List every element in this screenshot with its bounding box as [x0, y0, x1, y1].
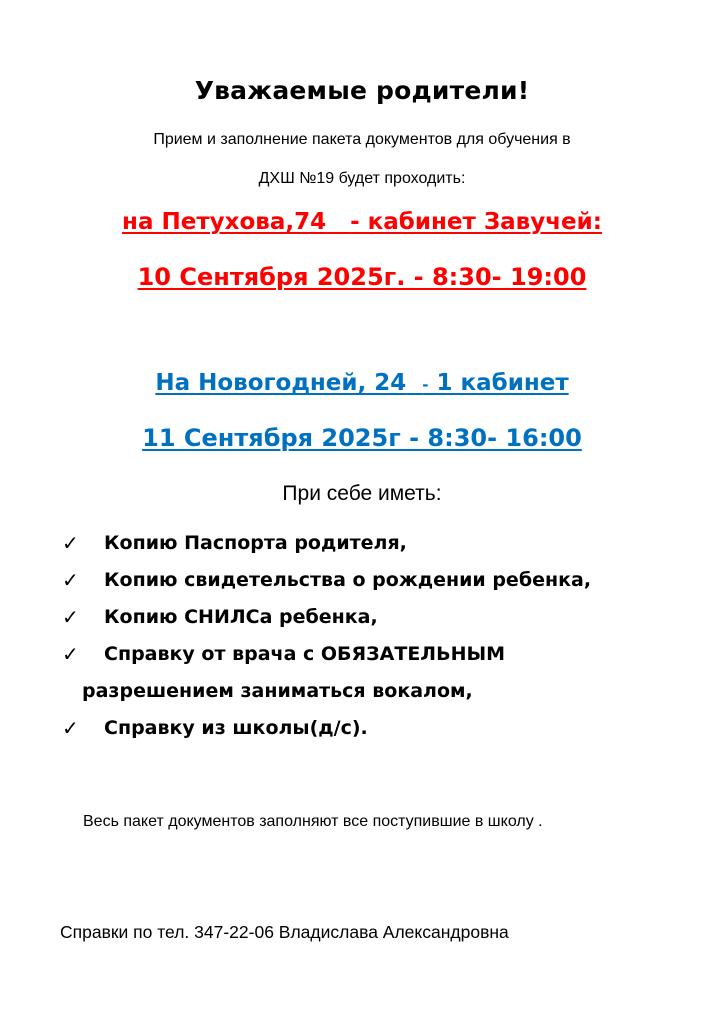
intro-line-2: ДХШ №19 будет проходить:: [258, 170, 466, 187]
location-1-address-line: [0, 209, 724, 235]
documents-note: Весь пакет документов заполняют все поступившие в школу .: [83, 813, 543, 830]
list-item: [62, 710, 702, 747]
contact-info: Справки по тел. 347-22-06 Владислава Александровна: [60, 922, 509, 942]
list-item-text: Копию СНИЛСа ребенка,: [104, 606, 378, 628]
list-item-continuation: разрешением заниматься вокалом,: [82, 680, 473, 702]
documents-heading: При себе иметь:: [282, 482, 442, 505]
check-icon: ✓: [62, 568, 79, 592]
list-item-text: Копию свидетельства о рождении ребенка,: [104, 569, 592, 591]
list-item: [62, 562, 702, 599]
check-icon: ✓: [62, 642, 79, 666]
list-item-text: Справку от врача с ОБЯЗАТЕЛЬНЫМ: [104, 643, 506, 665]
check-icon: ✓: [62, 605, 79, 629]
intro-line-1: Прием и заполнение пакета документов для обучения в: [153, 131, 571, 148]
check-icon: ✓: [62, 531, 79, 555]
list-item: [62, 599, 702, 636]
location-2-address-line: [0, 370, 724, 396]
location-2-address: На Новогодней, 24: [155, 370, 407, 396]
list-item-text: Справку из школы(д/с).: [104, 717, 368, 739]
location-2-schedule: 11 Сентября 2025г - 8:30- 16:00: [142, 424, 582, 452]
list-item: [62, 636, 702, 710]
location-1-room: - кабинет Завучей:: [350, 209, 602, 235]
list-item-text: Копию Паспорта родителя,: [104, 532, 407, 554]
list-item: [62, 525, 702, 562]
location-1-address: на Петухова,74: [122, 209, 327, 235]
documents-list: [62, 525, 702, 747]
location-1-schedule: 10 Сентября 2025г. - 8:30- 19:00: [137, 263, 587, 291]
check-icon: ✓: [62, 716, 79, 740]
location-2-room: 1 кабинет: [436, 370, 569, 396]
location-2-separator: -: [422, 376, 429, 394]
page-title: Уважаемые родители!: [194, 76, 530, 105]
